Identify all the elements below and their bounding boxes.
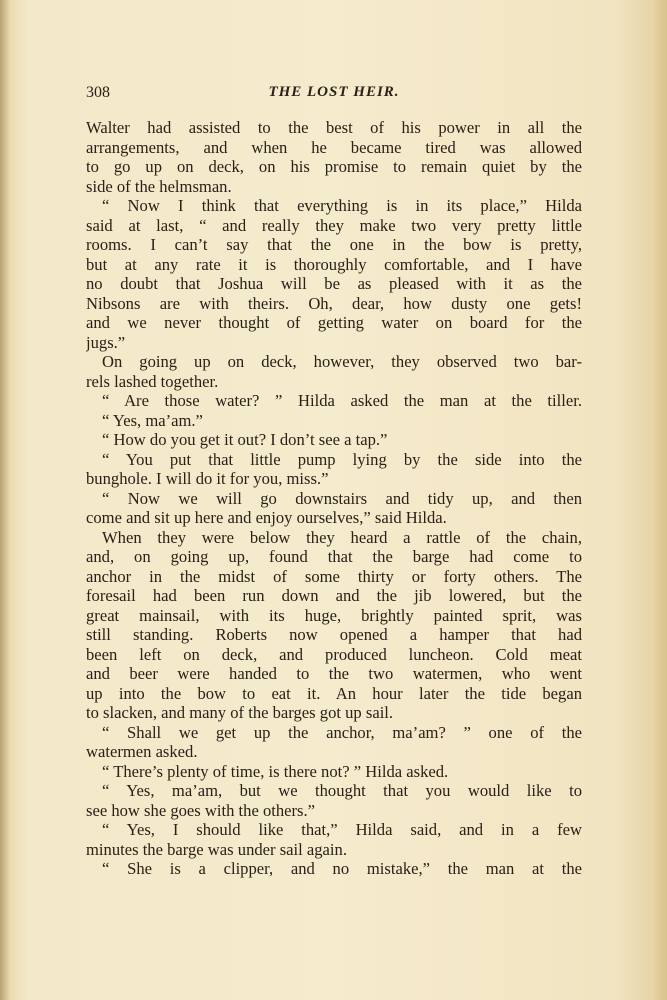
text-line: anchor in the midst of some thirty or forty others. The [86,566,582,586]
text-line: up into the bow to eat it. An hour later the tide began [86,683,582,703]
page-spine-shadow [0,0,10,1000]
running-title: THE LOST HEIR. [268,84,400,100]
text-line: rels lashed together. [86,371,219,391]
text-line: bunghole. I will do it for you, miss.” [86,469,329,488]
text-line: “ Shall we get up the anchor, ma’am? ” one of the [102,722,582,742]
text-line: but at any rate it is thoroughly comfortable, and I have [86,254,582,274]
text-line: jugs.” [86,332,126,352]
text-line: no doubt that Joshua will be as pleased with it as the [86,274,582,293]
text-line: Walter had assisted to the best of his power in all the [86,118,582,137]
text-line: “ You put that little pump lying by the side into the [102,449,582,469]
text-line: and we never thought of getting water on board for the [86,313,582,332]
text-line: “ Are those water? ” Hilda asked the man at the tiller. [102,391,582,410]
text-line: “ She is a clipper, and no mistake,” the man at the [102,859,582,878]
text-line: “ Yes, ma’am.” [102,410,203,430]
text-line: “ There’s plenty of time, is there not? ” Hilda asked. [102,761,449,781]
text-line: to go up on deck, on his promise to remain quiet by the [86,157,582,176]
text-line: rooms. I can’t say that the one in the bow is pretty, [86,235,582,254]
running-head [86,84,582,106]
body-text [86,118,582,879]
text-line: see how she goes with the others.” [86,800,316,820]
text-line: foresail had been run down and the jib lowered, but the [86,586,582,605]
text-line: arrangements, and when he became tired was allowed [86,137,582,157]
page-edge-shadow [653,0,667,1000]
text-line: “ Yes, ma’am, but we thought that you would like to [102,781,582,800]
text-line: side of the helmsman. [86,176,232,196]
text-line: “ How do you get it out? I don’t see a tap.” [102,430,388,449]
text-line: and, on going up, found that the barge had come to [86,547,582,566]
text-line: When they were below they heard a rattle of the chain, [102,527,582,547]
text-line: come and sit up here and enjoy ourselves,” said Hilda. [86,508,447,527]
text-line: Nibsons are with theirs. Oh, dear, how dusty one gets! [86,293,582,313]
text-line: “ Yes, I should like that,” Hilda said, and in a few [102,820,582,839]
text-line: been left on deck, and produced luncheon. Cold meat [86,644,582,664]
text-line: still standing. Roberts now opened a hamper that had [86,625,582,644]
text-line: to slacken, and many of the barges got up sail. [86,703,394,722]
text-line: “ Now I think that everything is in its place,” Hilda [102,196,582,215]
text-line: On going up on deck, however, they observed two bar- [102,352,582,371]
text-line: “ Now we will go downstairs and tidy up, and then [102,488,582,508]
text-line: and beer were handed to the two watermen, who went [86,664,582,683]
text-line: watermen asked. [86,742,198,761]
text-line: said at last, “ and really they make two very pretty little [86,215,582,235]
text-line: minutes the barge was under sail again. [86,839,347,859]
text-line: great mainsail, with its huge, brightly painted sprit, was [86,605,582,625]
page-number: 308 [86,84,110,101]
